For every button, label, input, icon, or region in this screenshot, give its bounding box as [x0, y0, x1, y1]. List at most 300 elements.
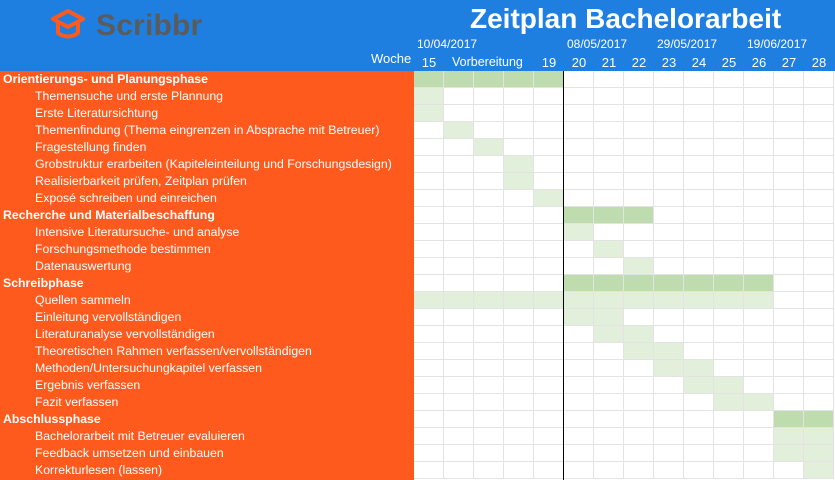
phase-bar-cell[interactable] — [744, 275, 774, 292]
grid-cell[interactable] — [624, 71, 654, 88]
task-bar-cell[interactable] — [684, 292, 714, 309]
phase-bar-cell[interactable] — [444, 71, 474, 88]
grid-cell[interactable] — [504, 360, 534, 377]
task-bar-cell[interactable] — [714, 377, 744, 394]
grid-cell[interactable] — [804, 139, 834, 156]
grid-cell[interactable] — [654, 258, 684, 275]
grid-cell[interactable] — [504, 411, 534, 428]
task-bar-cell[interactable] — [474, 139, 504, 156]
grid-cell[interactable] — [534, 224, 564, 241]
grid-cell[interactable] — [534, 411, 564, 428]
grid-cell[interactable] — [684, 71, 714, 88]
grid-cell[interactable] — [444, 445, 474, 462]
task-bar-cell[interactable] — [534, 292, 564, 309]
grid-cell[interactable] — [444, 173, 474, 190]
grid-cell[interactable] — [474, 173, 504, 190]
grid-cell[interactable] — [504, 309, 534, 326]
grid-cell[interactable] — [414, 156, 444, 173]
grid-cell[interactable] — [774, 394, 804, 411]
grid-cell[interactable] — [564, 190, 594, 207]
grid-cell[interactable] — [414, 173, 444, 190]
grid-cell[interactable] — [414, 139, 444, 156]
grid-cell[interactable] — [444, 258, 474, 275]
task-bar-cell[interactable] — [744, 394, 774, 411]
grid-cell[interactable] — [774, 156, 804, 173]
grid-cell[interactable] — [624, 88, 654, 105]
task-bar-cell[interactable] — [654, 343, 684, 360]
grid-cell[interactable] — [474, 241, 504, 258]
grid-cell[interactable] — [444, 139, 474, 156]
grid-cell[interactable] — [444, 190, 474, 207]
task-bar-cell[interactable] — [624, 292, 654, 309]
grid-cell[interactable] — [744, 190, 774, 207]
grid-cell[interactable] — [684, 309, 714, 326]
grid-cell[interactable] — [744, 122, 774, 139]
grid-cell[interactable] — [624, 224, 654, 241]
grid-cell[interactable] — [414, 445, 444, 462]
grid-cell[interactable] — [654, 394, 684, 411]
grid-cell[interactable] — [414, 241, 444, 258]
grid-cell[interactable] — [444, 207, 474, 224]
grid-cell[interactable] — [594, 105, 624, 122]
grid-cell[interactable] — [804, 360, 834, 377]
grid-cell[interactable] — [774, 88, 804, 105]
grid-cell[interactable] — [804, 377, 834, 394]
grid-cell[interactable] — [714, 88, 744, 105]
grid-cell[interactable] — [684, 156, 714, 173]
grid-cell[interactable] — [534, 326, 564, 343]
grid-cell[interactable] — [564, 343, 594, 360]
grid-cell[interactable] — [804, 292, 834, 309]
grid-cell[interactable] — [684, 88, 714, 105]
task-bar-cell[interactable] — [804, 462, 834, 479]
grid-cell[interactable] — [414, 394, 444, 411]
phase-bar-cell[interactable] — [624, 207, 654, 224]
task-bar-cell[interactable] — [744, 292, 774, 309]
grid-cell[interactable] — [594, 224, 624, 241]
grid-cell[interactable] — [714, 190, 744, 207]
grid-cell[interactable] — [804, 326, 834, 343]
grid-cell[interactable] — [504, 343, 534, 360]
task-bar-cell[interactable] — [594, 292, 624, 309]
grid-cell[interactable] — [774, 224, 804, 241]
grid-cell[interactable] — [564, 122, 594, 139]
grid-cell[interactable] — [774, 241, 804, 258]
grid-cell[interactable] — [504, 139, 534, 156]
grid-cell[interactable] — [474, 343, 504, 360]
task-bar-cell[interactable] — [624, 326, 654, 343]
scribbr-logo[interactable] — [48, 6, 202, 46]
grid-cell[interactable] — [534, 343, 564, 360]
grid-cell[interactable] — [564, 71, 594, 88]
grid-cell[interactable] — [534, 377, 564, 394]
grid-cell[interactable] — [564, 326, 594, 343]
grid-cell[interactable] — [414, 462, 444, 479]
grid-cell[interactable] — [504, 275, 534, 292]
grid-cell[interactable] — [744, 326, 774, 343]
grid-cell[interactable] — [534, 258, 564, 275]
grid-cell[interactable] — [714, 105, 744, 122]
grid-cell[interactable] — [414, 411, 444, 428]
grid-cell[interactable] — [744, 411, 774, 428]
grid-cell[interactable] — [594, 360, 624, 377]
grid-cell[interactable] — [414, 377, 444, 394]
grid-cell[interactable] — [624, 428, 654, 445]
grid-cell[interactable] — [444, 343, 474, 360]
grid-cell[interactable] — [414, 309, 444, 326]
grid-cell[interactable] — [654, 139, 684, 156]
grid-cell[interactable] — [444, 105, 474, 122]
grid-cell[interactable] — [654, 445, 684, 462]
grid-cell[interactable] — [504, 241, 534, 258]
grid-cell[interactable] — [594, 394, 624, 411]
grid-cell[interactable] — [594, 377, 624, 394]
phase-bar-cell[interactable] — [774, 411, 804, 428]
grid-cell[interactable] — [624, 360, 654, 377]
grid-cell[interactable] — [504, 445, 534, 462]
grid-cell[interactable] — [474, 377, 504, 394]
phase-bar-cell[interactable] — [624, 275, 654, 292]
grid-cell[interactable] — [534, 88, 564, 105]
grid-cell[interactable] — [804, 71, 834, 88]
grid-cell[interactable] — [744, 241, 774, 258]
grid-cell[interactable] — [804, 190, 834, 207]
grid-cell[interactable] — [774, 122, 804, 139]
grid-cell[interactable] — [684, 411, 714, 428]
grid-cell[interactable] — [444, 377, 474, 394]
grid-cell[interactable] — [504, 462, 534, 479]
grid-cell[interactable] — [444, 156, 474, 173]
grid-cell[interactable] — [714, 156, 744, 173]
phase-bar-cell[interactable] — [594, 207, 624, 224]
task-bar-cell[interactable] — [564, 309, 594, 326]
grid-cell[interactable] — [474, 360, 504, 377]
grid-cell[interactable] — [504, 326, 534, 343]
grid-cell[interactable] — [534, 122, 564, 139]
grid-cell[interactable] — [654, 411, 684, 428]
grid-cell[interactable] — [444, 360, 474, 377]
grid-cell[interactable] — [744, 173, 774, 190]
grid-cell[interactable] — [474, 156, 504, 173]
grid-cell[interactable] — [774, 309, 804, 326]
grid-cell[interactable] — [534, 462, 564, 479]
task-bar-cell[interactable] — [714, 292, 744, 309]
task-bar-cell[interactable] — [414, 88, 444, 105]
grid-cell[interactable] — [774, 292, 804, 309]
grid-cell[interactable] — [504, 122, 534, 139]
grid-cell[interactable] — [714, 343, 744, 360]
grid-cell[interactable] — [654, 377, 684, 394]
grid-cell[interactable] — [504, 394, 534, 411]
task-bar-cell[interactable] — [504, 173, 534, 190]
grid-cell[interactable] — [594, 122, 624, 139]
grid-cell[interactable] — [654, 428, 684, 445]
grid-cell[interactable] — [804, 258, 834, 275]
grid-cell[interactable] — [624, 241, 654, 258]
grid-cell[interactable] — [624, 394, 654, 411]
grid-cell[interactable] — [474, 394, 504, 411]
grid-cell[interactable] — [474, 224, 504, 241]
grid-cell[interactable] — [444, 275, 474, 292]
grid-cell[interactable] — [744, 360, 774, 377]
task-bar-cell[interactable] — [594, 309, 624, 326]
grid-cell[interactable] — [714, 462, 744, 479]
grid-cell[interactable] — [444, 309, 474, 326]
task-bar-cell[interactable] — [504, 156, 534, 173]
grid-cell[interactable] — [684, 462, 714, 479]
grid-cell[interactable] — [564, 394, 594, 411]
phase-bar-cell[interactable] — [414, 71, 444, 88]
grid-cell[interactable] — [804, 343, 834, 360]
grid-cell[interactable] — [594, 139, 624, 156]
task-bar-cell[interactable] — [654, 360, 684, 377]
grid-cell[interactable] — [654, 156, 684, 173]
grid-cell[interactable] — [504, 224, 534, 241]
grid-cell[interactable] — [624, 462, 654, 479]
grid-cell[interactable] — [624, 139, 654, 156]
grid-cell[interactable] — [684, 428, 714, 445]
grid-cell[interactable] — [714, 139, 744, 156]
grid-cell[interactable] — [684, 258, 714, 275]
grid-cell[interactable] — [684, 139, 714, 156]
grid-cell[interactable] — [654, 207, 684, 224]
grid-cell[interactable] — [594, 71, 624, 88]
grid-cell[interactable] — [564, 428, 594, 445]
grid-cell[interactable] — [474, 122, 504, 139]
grid-cell[interactable] — [534, 360, 564, 377]
grid-cell[interactable] — [444, 394, 474, 411]
task-bar-cell[interactable] — [414, 292, 444, 309]
grid-cell[interactable] — [624, 105, 654, 122]
grid-cell[interactable] — [654, 71, 684, 88]
phase-bar-cell[interactable] — [714, 275, 744, 292]
phase-bar-cell[interactable] — [804, 411, 834, 428]
task-bar-cell[interactable] — [684, 377, 714, 394]
task-bar-cell[interactable] — [684, 360, 714, 377]
task-bar-cell[interactable] — [534, 190, 564, 207]
grid-cell[interactable] — [444, 224, 474, 241]
grid-cell[interactable] — [654, 241, 684, 258]
task-bar-cell[interactable] — [624, 258, 654, 275]
grid-cell[interactable] — [444, 428, 474, 445]
task-bar-cell[interactable] — [774, 428, 804, 445]
task-bar-cell[interactable] — [594, 326, 624, 343]
grid-cell[interactable] — [774, 207, 804, 224]
grid-cell[interactable] — [714, 241, 744, 258]
grid-cell[interactable] — [444, 411, 474, 428]
grid-cell[interactable] — [624, 309, 654, 326]
grid-cell[interactable] — [444, 241, 474, 258]
grid-cell[interactable] — [414, 428, 444, 445]
grid-cell[interactable] — [714, 309, 744, 326]
grid-cell[interactable] — [744, 156, 774, 173]
grid-cell[interactable] — [774, 190, 804, 207]
grid-cell[interactable] — [594, 258, 624, 275]
grid-cell[interactable] — [504, 428, 534, 445]
grid-cell[interactable] — [744, 88, 774, 105]
grid-cell[interactable] — [774, 71, 804, 88]
grid-cell[interactable] — [804, 207, 834, 224]
grid-cell[interactable] — [504, 190, 534, 207]
grid-cell[interactable] — [744, 139, 774, 156]
grid-cell[interactable] — [564, 360, 594, 377]
grid-cell[interactable] — [684, 394, 714, 411]
grid-cell[interactable] — [744, 445, 774, 462]
grid-cell[interactable] — [804, 241, 834, 258]
grid-cell[interactable] — [714, 173, 744, 190]
grid-cell[interactable] — [744, 309, 774, 326]
grid-cell[interactable] — [804, 88, 834, 105]
grid-cell[interactable] — [564, 241, 594, 258]
task-bar-cell[interactable] — [774, 445, 804, 462]
grid-cell[interactable] — [594, 88, 624, 105]
grid-cell[interactable] — [504, 377, 534, 394]
grid-cell[interactable] — [414, 343, 444, 360]
grid-cell[interactable] — [564, 462, 594, 479]
grid-cell[interactable] — [654, 105, 684, 122]
grid-cell[interactable] — [684, 241, 714, 258]
grid-cell[interactable] — [474, 88, 504, 105]
grid-cell[interactable] — [414, 360, 444, 377]
grid-cell[interactable] — [714, 224, 744, 241]
grid-cell[interactable] — [804, 156, 834, 173]
grid-cell[interactable] — [774, 258, 804, 275]
grid-cell[interactable] — [744, 343, 774, 360]
grid-cell[interactable] — [444, 326, 474, 343]
grid-cell[interactable] — [654, 190, 684, 207]
grid-cell[interactable] — [504, 207, 534, 224]
grid-cell[interactable] — [654, 326, 684, 343]
task-bar-cell[interactable] — [804, 428, 834, 445]
task-bar-cell[interactable] — [624, 343, 654, 360]
grid-cell[interactable] — [564, 258, 594, 275]
grid-cell[interactable] — [774, 275, 804, 292]
task-bar-cell[interactable] — [594, 241, 624, 258]
grid-cell[interactable] — [534, 173, 564, 190]
grid-cell[interactable] — [504, 258, 534, 275]
grid-cell[interactable] — [804, 173, 834, 190]
grid-cell[interactable] — [414, 224, 444, 241]
phase-bar-cell[interactable] — [684, 275, 714, 292]
grid-cell[interactable] — [714, 428, 744, 445]
grid-cell[interactable] — [564, 445, 594, 462]
grid-cell[interactable] — [714, 360, 744, 377]
grid-cell[interactable] — [804, 224, 834, 241]
grid-cell[interactable] — [624, 173, 654, 190]
grid-cell[interactable] — [534, 445, 564, 462]
grid-cell[interactable] — [774, 377, 804, 394]
grid-cell[interactable] — [504, 88, 534, 105]
grid-cell[interactable] — [654, 122, 684, 139]
grid-cell[interactable] — [744, 258, 774, 275]
grid-cell[interactable] — [534, 428, 564, 445]
grid-cell[interactable] — [714, 71, 744, 88]
grid-cell[interactable] — [444, 462, 474, 479]
grid-cell[interactable] — [474, 428, 504, 445]
grid-cell[interactable] — [534, 207, 564, 224]
grid-cell[interactable] — [564, 411, 594, 428]
task-bar-cell[interactable] — [444, 122, 474, 139]
grid-cell[interactable] — [684, 207, 714, 224]
grid-cell[interactable] — [804, 394, 834, 411]
grid-cell[interactable] — [684, 343, 714, 360]
grid-cell[interactable] — [654, 88, 684, 105]
grid-cell[interactable] — [594, 411, 624, 428]
grid-cell[interactable] — [774, 139, 804, 156]
grid-cell[interactable] — [684, 445, 714, 462]
grid-cell[interactable] — [474, 462, 504, 479]
grid-cell[interactable] — [774, 343, 804, 360]
task-bar-cell[interactable] — [504, 292, 534, 309]
grid-cell[interactable] — [474, 258, 504, 275]
grid-cell[interactable] — [714, 445, 744, 462]
grid-cell[interactable] — [594, 462, 624, 479]
grid-cell[interactable] — [714, 122, 744, 139]
grid-cell[interactable] — [474, 309, 504, 326]
grid-cell[interactable] — [534, 241, 564, 258]
grid-cell[interactable] — [474, 105, 504, 122]
grid-cell[interactable] — [444, 88, 474, 105]
grid-cell[interactable] — [594, 173, 624, 190]
task-bar-cell[interactable] — [654, 292, 684, 309]
grid-cell[interactable] — [714, 207, 744, 224]
grid-cell[interactable] — [654, 224, 684, 241]
grid-cell[interactable] — [714, 326, 744, 343]
grid-cell[interactable] — [594, 445, 624, 462]
grid-cell[interactable] — [414, 122, 444, 139]
grid-cell[interactable] — [624, 122, 654, 139]
grid-cell[interactable] — [564, 156, 594, 173]
grid-cell[interactable] — [684, 173, 714, 190]
grid-cell[interactable] — [804, 105, 834, 122]
grid-cell[interactable] — [804, 122, 834, 139]
grid-cell[interactable] — [774, 105, 804, 122]
grid-cell[interactable] — [474, 445, 504, 462]
phase-bar-cell[interactable] — [654, 275, 684, 292]
grid-cell[interactable] — [774, 462, 804, 479]
grid-cell[interactable] — [624, 190, 654, 207]
grid-cell[interactable] — [474, 326, 504, 343]
grid-cell[interactable] — [594, 428, 624, 445]
grid-cell[interactable] — [534, 105, 564, 122]
grid-cell[interactable] — [684, 190, 714, 207]
grid-cell[interactable] — [624, 411, 654, 428]
phase-bar-cell[interactable] — [504, 71, 534, 88]
grid-cell[interactable] — [744, 428, 774, 445]
phase-bar-cell[interactable] — [474, 71, 504, 88]
grid-cell[interactable] — [744, 462, 774, 479]
grid-cell[interactable] — [714, 411, 744, 428]
task-bar-cell[interactable] — [804, 445, 834, 462]
grid-cell[interactable] — [414, 258, 444, 275]
grid-cell[interactable] — [684, 122, 714, 139]
grid-cell[interactable] — [414, 207, 444, 224]
grid-cell[interactable] — [504, 105, 534, 122]
grid-cell[interactable] — [744, 207, 774, 224]
grid-cell[interactable] — [654, 309, 684, 326]
grid-cell[interactable] — [564, 173, 594, 190]
grid-cell[interactable] — [624, 377, 654, 394]
grid-cell[interactable] — [414, 326, 444, 343]
task-bar-cell[interactable] — [444, 292, 474, 309]
grid-cell[interactable] — [744, 377, 774, 394]
grid-cell[interactable] — [564, 139, 594, 156]
grid-cell[interactable] — [774, 173, 804, 190]
grid-cell[interactable] — [474, 190, 504, 207]
grid-cell[interactable] — [534, 394, 564, 411]
grid-cell[interactable] — [564, 105, 594, 122]
grid-cell[interactable] — [804, 275, 834, 292]
